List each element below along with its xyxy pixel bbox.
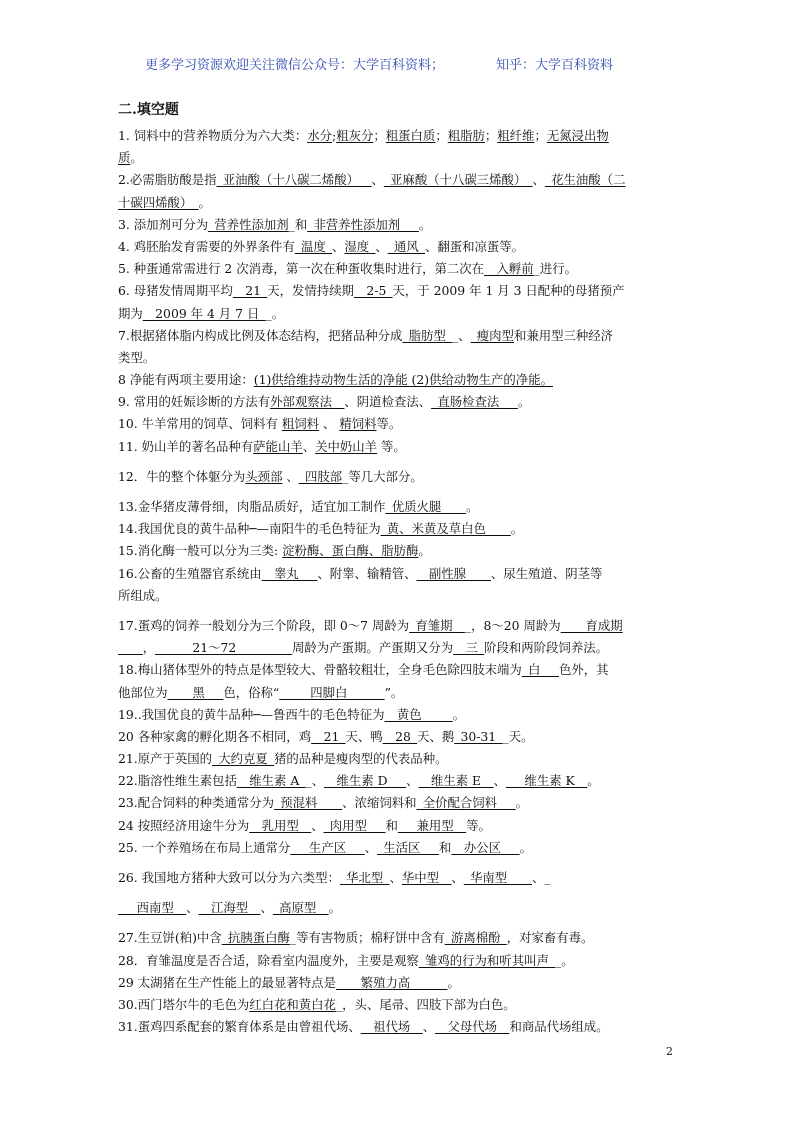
question-text: 31.蛋鸡四系配套的繁育体系是由曾祖代场、 [118, 1019, 361, 1035]
question-text: _，8～20 周龄为 [464, 617, 561, 633]
text-line [118, 1016, 678, 1038]
question-text: 猪的品种是瘦肉型的代表品种。 [274, 751, 448, 767]
question-text: 、翻蛋和凉蛋等。 [424, 238, 525, 254]
text-line [118, 682, 678, 704]
answer-blank: 粗脂肪 [447, 128, 485, 143]
question-text: 等。 [466, 817, 491, 833]
text-line [118, 325, 678, 347]
answer-blank: 红白花和黄白花 [249, 996, 336, 1012]
answer-blank: 粗灰分 [336, 128, 374, 143]
question-text: 、 [406, 773, 419, 789]
question-text: 所组成。 [118, 587, 168, 603]
question-text: 天、鸭 [345, 728, 383, 744]
answer-blank: _瘦肉型 [470, 327, 514, 343]
question-text: 等。 [376, 416, 402, 432]
text-line [118, 837, 678, 859]
text-line [118, 413, 678, 435]
question-text: _、 [305, 773, 325, 789]
question-text: 、 [451, 870, 464, 885]
answer-blank: ___兼用型__ [397, 817, 467, 833]
question-text: 。 [510, 521, 524, 537]
question-text: 、浓缩饲料和 [342, 795, 417, 811]
answer-blank: _亚麻酸（十八碳三烯酸）_ [383, 172, 533, 188]
answer-blank: ___生产区___ [290, 839, 365, 855]
answer-blank: __父母代场__ [435, 1019, 510, 1035]
question-text: 、 [493, 773, 506, 789]
answer-blank: _大约克夏_ [212, 751, 275, 767]
question-text: 、 [371, 172, 384, 188]
answer-blank: _生活区___ [377, 839, 440, 855]
question-text: ； [435, 128, 448, 143]
question-text: 。 [418, 543, 431, 559]
text-line [118, 726, 678, 748]
question-text: 、 [282, 468, 299, 484]
question-text: 、阴道检查法、 [344, 394, 432, 410]
answer-blank: _华北型_ [339, 870, 390, 885]
answer-blank: _30-31_ [454, 728, 503, 744]
question-text: _、 [451, 327, 471, 343]
text-line [118, 792, 678, 814]
answer-blank: 外部观察法__ [270, 394, 345, 410]
question-text: 22.脂溶性维生素包括 [118, 773, 237, 789]
question-text: ； [484, 128, 498, 143]
question-text: 23.配合饲料的种类通常分为 [118, 795, 275, 811]
answer-blank: __睾丸___ [261, 565, 318, 581]
text-line [118, 125, 678, 147]
answer-blank: __维生素 D___ [324, 773, 407, 789]
question-text: 19..我国优良的黄牛品种─—鲁西牛的毛色特征为 [118, 706, 385, 722]
answer-blank: _花生油酸（二 [544, 172, 626, 188]
question-text: 和兼用型三种经济 [513, 327, 614, 343]
question-text: 。 [198, 194, 211, 210]
question-text: 26. 我国地方猪种大致可以分为六类型： [118, 870, 340, 885]
question-text: 。 [418, 216, 432, 232]
answer-blank: __黄色_____ [384, 706, 453, 722]
text-line [118, 303, 678, 325]
answer-blank: __副性腺____ [416, 565, 491, 581]
answer-blank: 粗纤维 [497, 128, 535, 143]
question-text: 8 净能有两项主要用途： [118, 372, 254, 388]
question-text: 。 [328, 900, 342, 916]
question-text: 。 [519, 839, 532, 855]
text-line [118, 192, 678, 214]
question-text: 色外，其 [559, 662, 609, 678]
question-text: _等有害物质；棉籽饼中含有 [289, 930, 445, 946]
answer-blank: _游离棉酚_ [444, 930, 507, 946]
question-text: 期为 [118, 305, 143, 321]
answer-blank: _____四脚白______ [279, 684, 385, 700]
question-text: 、 [389, 870, 402, 885]
answer-blank: ___维生素 K__ [505, 773, 588, 789]
question-text: 1. 饲料中的营养物质分为六大类： [118, 128, 308, 143]
answer-blank: 关中奶山羊 [315, 438, 378, 454]
answer-blank: ____黑___ [167, 684, 224, 700]
question-text: 、 [260, 900, 273, 916]
question-text: 色，俗称“ [223, 684, 280, 700]
question-text: 阶段和两阶段饲养法。 [484, 640, 608, 656]
answer-blank: 粗饲料 [281, 416, 320, 432]
spacer [118, 458, 678, 466]
text-line [118, 169, 678, 191]
answer-blank: 萨能山羊 [253, 438, 303, 454]
question-text: _进行。 [533, 261, 578, 277]
text-line [118, 214, 678, 236]
answer-blank: __办公区___ [451, 839, 520, 855]
question-text: 天，发情持续期 [267, 283, 354, 299]
question-text: 和 [385, 817, 398, 833]
question-text: 28．育雏温度是否合适，除看室内温度外，主要是观察 [118, 952, 419, 968]
question-text: 周龄为产蛋期。产蛋期又分为 [292, 640, 454, 656]
question-text: _和 [288, 216, 308, 232]
question-text: 13.金华猪皮薄骨细，肉脂品质好，适宜加工制作 [118, 499, 386, 514]
question-text: 11. 奶山羊的著名品种有 [118, 438, 254, 454]
answer-blank: _华南型____ [463, 870, 532, 885]
question-text: 、 [375, 238, 388, 254]
answer-blank: 十碳四烯酸）_ [118, 194, 199, 210]
answer-blank: _肉用型___ [323, 817, 386, 833]
question-text: 25. 一个养殖场在布局上通常分 [118, 839, 291, 855]
question-text: 2.必需脂肪酸是指 [118, 172, 217, 188]
answer-blank: _育雏期__ [409, 617, 465, 633]
answer-blank: _预混料____ [274, 795, 343, 811]
answer-blank: (1)供给维持动物生活的净能 (2)供给动物生产的净能。 [253, 372, 553, 388]
question-text: 、 [319, 416, 340, 432]
question-text: 。 [452, 706, 466, 722]
answer-blank: _直肠检查法___ [431, 394, 518, 410]
answer-blank: 水分 [307, 128, 333, 143]
question-text: 12．牛的整个体躯分为 [118, 468, 246, 484]
question-text: 、_ [531, 870, 551, 885]
page-number: 2 [666, 1045, 673, 1058]
text-line [118, 236, 678, 258]
question-text: 、 [186, 900, 199, 916]
answer-blank: ______21～72_________ [155, 640, 293, 656]
text-line [118, 369, 678, 391]
answer-blank: __2-5_ [353, 283, 393, 299]
answer-blank: _通风_ [387, 238, 425, 254]
text-line [118, 927, 678, 949]
question-text: 和 [439, 839, 452, 855]
question-text: _。 [265, 305, 285, 321]
question-text: 、 [311, 817, 324, 833]
answer-blank: __入孵前 [484, 261, 534, 277]
answer-blank: _全价配合饲料___ [416, 795, 516, 811]
question-text: 15.消化酶一般可以分为三类: [118, 543, 283, 559]
answer-blank: ____ [118, 640, 143, 656]
text-line [118, 770, 678, 792]
text-line [118, 347, 678, 369]
answer-blank: 头颈部 [245, 468, 283, 484]
question-text: 、 [364, 839, 378, 855]
text-line [118, 540, 678, 562]
question-text: 、 [332, 238, 345, 254]
question-text: ”。 [384, 684, 404, 700]
text-line [118, 748, 678, 770]
question-text: 30.西门塔尔牛的毛色为 [118, 996, 250, 1012]
text-line [118, 950, 678, 972]
answer-blank: 粗蛋白质 [385, 128, 436, 143]
answer-blank: _营养性添加剂 [208, 216, 289, 232]
header-wechat-note: 更多学习资源欢迎关注微信公众号：大学百科资料； [145, 58, 445, 73]
text-line [118, 659, 678, 681]
answer-blank: __21_ [311, 728, 346, 744]
question-text: 。 [587, 773, 600, 789]
question-text: _等几大部分。 [342, 468, 423, 484]
question-text: 、 [532, 172, 545, 188]
text-line [118, 897, 678, 919]
question-text: 和商品代场组成。 [509, 1019, 609, 1035]
spacer [118, 919, 678, 927]
question-text: 17.蛋鸡的饲养一般划分为三个阶段，即 0～7 周龄为 [118, 617, 410, 633]
question-text: 14.我国优良的黄牛品种─—南阳牛的毛色特征为 [118, 521, 381, 537]
question-text: 。 [130, 150, 143, 166]
answer-blank: __乳用型__ [249, 817, 312, 833]
question-text: 27.生豆饼(粕)中含 [118, 930, 222, 946]
answer-blank: __江海型__ [198, 900, 261, 916]
question-text: 7.根据猪体脂内构成比例及体态结构，把猪品种分成 [118, 327, 403, 343]
spacer [118, 889, 678, 897]
answer-blank: ____育成期 [560, 617, 623, 633]
question-text: 9. 常用的妊娠诊断的方法有 [118, 394, 271, 410]
text-line [118, 563, 678, 585]
header-zhihu-note: 知乎：大学百科资料 [496, 58, 614, 73]
section-title: 二.填空题 [118, 102, 179, 118]
text-line [118, 972, 678, 994]
question-text: 、附睾、输精管、 [317, 565, 417, 581]
question-text: 、尿生殖道、阴茎等 [490, 565, 603, 581]
answer-blank: _雏鸡的行为和听其叫声_ [418, 952, 556, 968]
question-text: 3. 添加剂可分为 [118, 216, 209, 232]
spacer [118, 607, 678, 615]
question-text: 16.公畜的生殖器官系统由 [118, 565, 262, 581]
answer-blank: 华中型__ [401, 870, 452, 885]
question-text: ，对家畜有毒。 [506, 930, 594, 946]
spacer [118, 859, 678, 867]
answer-blank: _亚油酸（十八碳二烯酸）__ [216, 172, 372, 188]
answer-blank: __2009 年 4 月 7 日_ [142, 305, 266, 321]
text-line [118, 258, 678, 280]
answer-blank: _黄、米黄及草白色____ [380, 521, 511, 537]
text-line [118, 815, 678, 837]
question-text: ； [373, 128, 386, 143]
question-text: _天。 [502, 728, 534, 744]
answer-blank: __21_ [232, 283, 268, 299]
question-text: _。 [555, 952, 574, 968]
question-text: 10. 牛羊常用的饲草、饲料有 [118, 416, 282, 432]
text-line [118, 466, 678, 488]
answer-blank: _非营养性添加剂___ [307, 216, 419, 232]
answer-blank: __维生素 E__ [418, 773, 494, 789]
text-line [118, 518, 678, 540]
question-text: ， [142, 640, 156, 656]
answer-blank: _白___ [521, 662, 559, 678]
answer-blank: _脂肪型_ [402, 327, 452, 343]
text-line [118, 867, 678, 889]
text-line [118, 391, 678, 413]
question-text: 。 [466, 499, 479, 514]
answer-blank: __28_ [382, 728, 418, 744]
question-text: 。 [515, 795, 529, 811]
answer-blank: __维生素 A_ [236, 773, 306, 789]
answer-blank: _温度_ [294, 238, 333, 254]
answer-blank: 无氮浸出物 [546, 128, 609, 143]
question-text: 等。 [377, 438, 406, 454]
text-line [118, 637, 678, 659]
question-text: 20 各种家禽的孵化期各不相同，鸡 [118, 728, 312, 744]
text-line [118, 585, 678, 607]
answer-blank: ___西南型__ [118, 900, 187, 916]
question-text: 24 按照经济用途牛分为 [118, 817, 250, 833]
question-text: 类型。 [118, 349, 156, 365]
text-line [118, 147, 678, 169]
question-text: 18.梅山猪体型外的特点是体型较大、骨骼较粗壮，全身毛色除四肢末端为 [118, 662, 522, 678]
question-text: 、 [422, 1019, 436, 1035]
answer-blank: ____繁殖力高______ [335, 974, 448, 990]
question-text: 。 [447, 974, 460, 990]
question-text: 天，于 2009 年 1 月 3 日配种的母猪预产 [392, 283, 625, 299]
answer-blank: __三_ [453, 640, 485, 656]
answer-blank: 湿度_ [344, 238, 376, 254]
question-text: 29 太湖猪在生产性能上的最显著特点是 [118, 974, 336, 990]
answer-blank: _四肢部 [298, 468, 343, 484]
question-text: 21.原产于英国的 [118, 751, 213, 767]
question-text: 6. 母猪发情周期平均 [118, 283, 233, 299]
text-line [118, 994, 678, 1016]
spacer [118, 488, 678, 496]
question-text: ； [534, 128, 547, 143]
question-text: ; [332, 128, 337, 143]
question-text: 4. 鸡胚胎发育需要的外界条件有 [118, 238, 295, 254]
answer-blank: 精饲料 [339, 416, 377, 432]
question-text: 天、鹅 [417, 728, 455, 744]
answer-blank: _高原型__ [272, 900, 329, 916]
text-line [118, 436, 678, 458]
question-list [118, 125, 678, 1038]
question-text: 。 [517, 394, 531, 410]
text-line [118, 496, 678, 518]
question-text: 5. 种蛋通常需进行 2 次消毒，第一次在种蛋收集时进行，第二次在 [118, 261, 485, 277]
answer-blank: 质 [118, 150, 131, 166]
question-text: 、 [302, 438, 316, 454]
text-line [118, 615, 678, 637]
answer-blank: _优质火腿____ [385, 499, 467, 514]
text-line [118, 280, 678, 302]
answer-blank: _抗胰蛋白酶 [221, 930, 290, 946]
question-text: _，头、尾帚、四肢下部为白色。 [335, 996, 516, 1012]
answer-blank: 淀粉酶、蛋白酶、脂肪酶 [282, 543, 419, 559]
question-text: 他部位为 [118, 684, 168, 700]
answer-blank: __祖代场__ [360, 1019, 423, 1035]
text-line [118, 704, 678, 726]
